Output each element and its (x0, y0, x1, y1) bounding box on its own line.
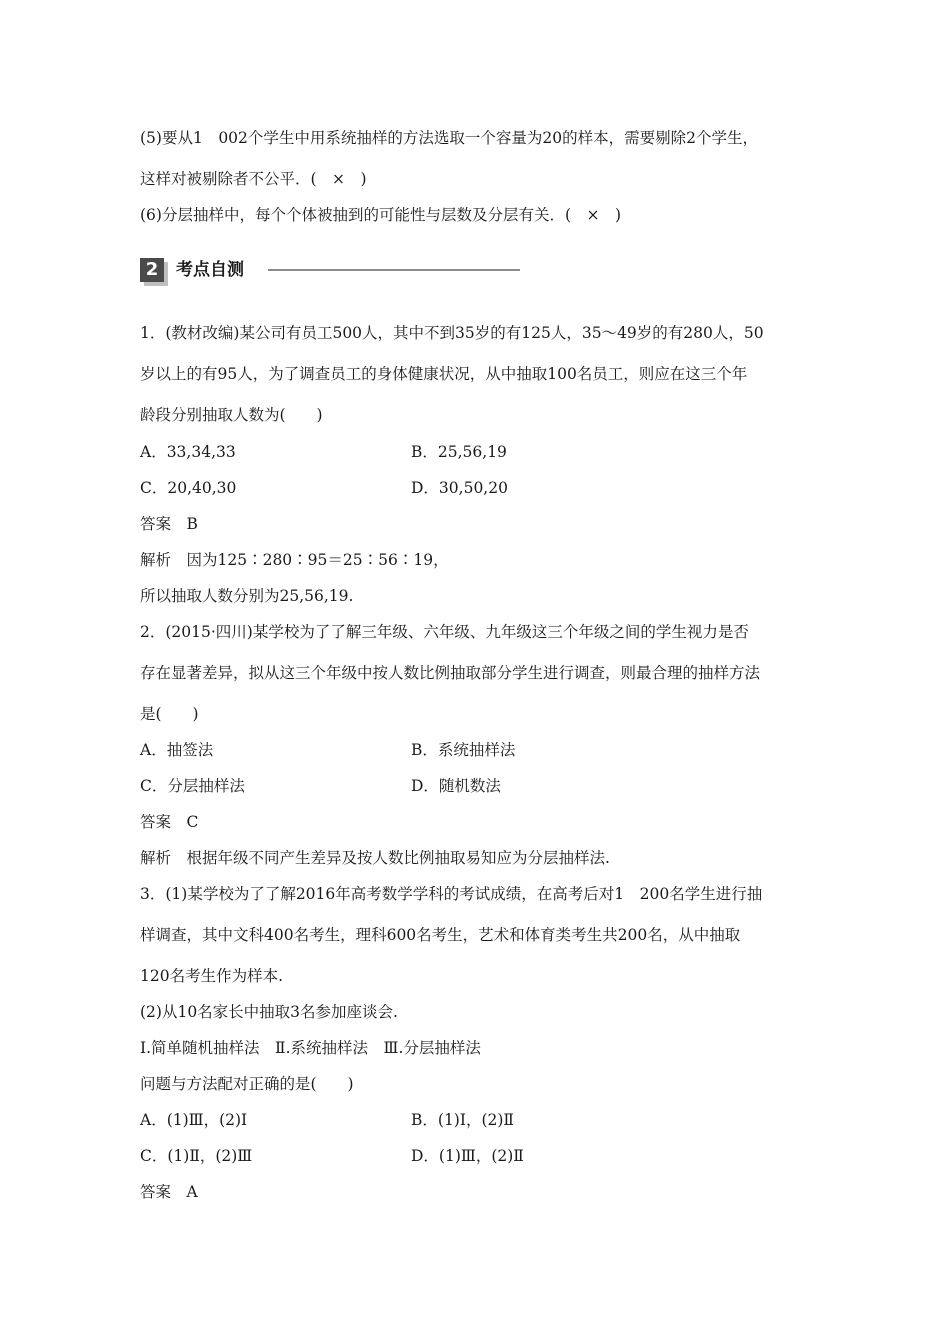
section-number-badge: 2 (140, 258, 164, 282)
q3-methods: Ⅰ.简单随机抽样法 Ⅱ.系统抽样法 Ⅲ.分层抽样法 (140, 1039, 481, 1057)
q1-stem: 1．(教材改编)某公司有员工500人，其中不到35岁的有125人，35～49岁的有280人，50 (140, 324, 764, 342)
q3-stem: 120名考生作为样本. (140, 967, 284, 985)
text-line: (6)分层抽样中，每个个体被抽到的可能性与层数及分层有关．( × ) (140, 206, 622, 224)
text-line: 这样对被剔除者不公平．( × ) (140, 170, 367, 188)
q3-option-d: D．(1)Ⅲ，(2)Ⅱ (411, 1147, 524, 1165)
section-header (140, 258, 520, 282)
q1-option-a: A．33,34,33 (140, 443, 236, 461)
q3-stem: 问题与方法配对正确的是( ) (140, 1075, 354, 1093)
q1-analysis: 所以抽取人数分别为25,56,19. (140, 587, 354, 605)
q2-answer: 答案 C (140, 813, 199, 831)
q1-option-c: C．20,40,30 (140, 479, 237, 497)
section-divider (268, 269, 520, 271)
q3-option-a: A．(1)Ⅲ，(2)Ⅰ (140, 1111, 248, 1129)
q3-stem: 3．(1)某学校为了了解2016年高考数学学科的考试成绩，在高考后对1 200名学生进行抽 (140, 885, 763, 903)
q3-option-b: B．(1)Ⅰ，(2)Ⅱ (411, 1111, 514, 1129)
q3-option-c: C．(1)Ⅱ，(2)Ⅲ (140, 1147, 253, 1165)
q1-stem: 龄段分别抽取人数为( ) (140, 406, 323, 424)
q2-option-a: A．抽签法 (140, 741, 214, 759)
q1-option-b: B．25,56,19 (411, 443, 507, 461)
q1-answer: 答案 B (140, 515, 198, 533)
q2-stem: 2．(2015·四川)某学校为了了解三年级、六年级、九年级这三个年级之间的学生视力是否 (140, 623, 749, 641)
q2-stem: 存在显著差异，拟从这三个年级中按人数比例抽取部分学生进行调查，则最合理的抽样方法 (140, 664, 761, 682)
q1-option-d: D．30,50,20 (411, 479, 508, 497)
q3-stem: 样调查，其中文科400名考生，理科600名考生，艺术和体育类考生共200名，从中抽取 (140, 926, 741, 944)
q3-answer: 答案 A (140, 1183, 198, 1201)
section-title: 考点自测 (176, 260, 244, 280)
q2-option-d: D．随机数法 (411, 777, 501, 795)
q1-stem: 岁以上的有95人，为了调查员工的身体健康状况，从中抽取100名员工，则应在这三个年 (140, 365, 748, 383)
q3-stem: (2)从10名家长中抽取3名参加座谈会. (140, 1003, 398, 1021)
q2-stem: 是( ) (140, 705, 199, 723)
q1-analysis: 解析 因为125∶280∶95＝25∶56∶19， (140, 551, 449, 569)
q2-option-b: B．系统抽样法 (411, 741, 516, 759)
text-line: (5)要从1 002个学生中用系统抽样的方法选取一个容量为20的样本，需要剔除2个学生， (140, 129, 758, 147)
q2-option-c: C．分层抽样法 (140, 777, 245, 795)
q2-analysis: 解析 根据年级不同产生差异及按人数比例抽取易知应为分层抽样法. (140, 849, 610, 867)
